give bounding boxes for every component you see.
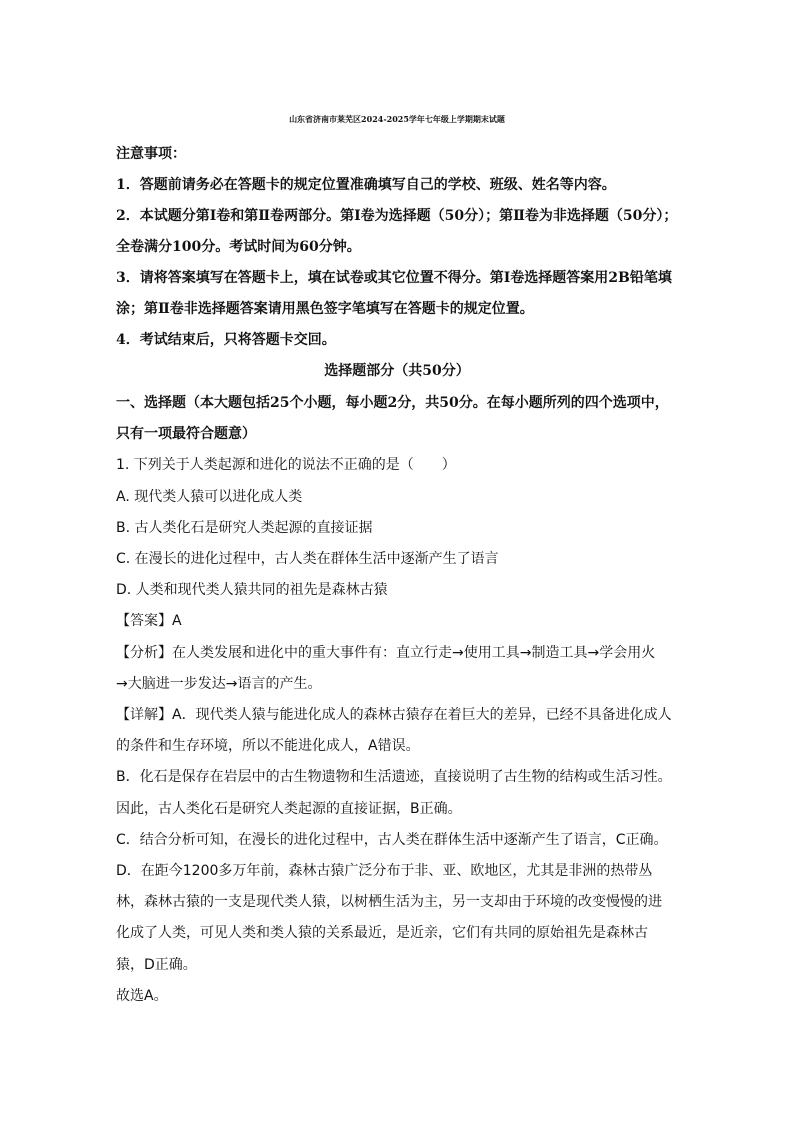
note-3-line-1: 3．请将答案填写在答题卡上，填在试卷或其它位置不得分。第Ⅰ卷选择题答案用2B铅笔填 [116, 270, 672, 286]
detail-line-4: 因此，古人类化石是研究人类起源的直接证据，B正确。 [116, 801, 462, 817]
detail-line-5: C．结合分析可知，在漫长的进化过程中，古人类在群体生活中逐渐产生了语言，C正确。 [116, 832, 668, 848]
note-2-line-2: 全卷满分100分。考试时间为60分钟。 [116, 239, 361, 255]
section-intro-line-2: 只有一项最符合题意） [116, 426, 256, 442]
detail-line-2: 的条件和生存环境，所以不能进化成人，A错误。 [116, 738, 420, 754]
note-4: 4．考试结束后，只将答题卡交回。 [116, 332, 336, 348]
note-3-line-2: 涂；第Ⅱ卷非选择题答案请用黑色签字笔填写在答题卡的规定位置。 [116, 301, 534, 317]
note-2-line-1: 2．本试题分第Ⅰ卷和第Ⅱ卷两部分。第Ⅰ卷为选择题（50分）；第Ⅱ卷为非选择题（50分）； [116, 208, 678, 224]
option-c: C. 在漫长的进化过程中，古人类在群体生活中逐渐产生了语言 [116, 551, 499, 567]
section-intro-line-1: 一、选择题（本大题包括25个小题，每小题2分，共50分。在每小题所列的四个选项中， [116, 395, 669, 411]
answer: 【答案】A [116, 613, 182, 629]
detail-line-3: B．化石是保存在岩层中的古生物遗物和生活遗迹，直接说明了古生物的结构或生活习性。 [116, 769, 672, 785]
page-title: 山东省济南市莱芜区2024-2025学年七年级上学期期末试题 [289, 114, 505, 124]
option-d: D. 人类和现代类人猿共同的祖先是森林古猿 [116, 582, 388, 598]
option-a: A. 现代类人猿可以进化成人类 [116, 489, 303, 505]
section-heading: 选择题部分（共50分） [324, 363, 470, 379]
note-1: 1．答题前请务必在答题卡的规定位置准确填写自己的学校、班级、姓名等内容。 [116, 177, 616, 193]
detail-line-9: 猿，D正确。 [116, 957, 197, 973]
notes-heading: 注意事项： [116, 146, 186, 162]
option-b: B. 古人类化石是研究人类起源的直接证据 [116, 520, 373, 536]
analysis-line-1: 【分析】在人类发展和进化中的重大事件有：直立行走→使用工具→制造工具→学会用火 [116, 645, 656, 661]
analysis-line-2: →大脑进一步发达→语言的产生。 [116, 676, 322, 692]
detail-line-8: 化成了人类，可见人类和类人猿的关系最近，是近亲，它们有共同的原始祖先是森林古 [116, 925, 648, 941]
conclusion: 故选A。 [116, 988, 168, 1004]
question-stem: 1. 下列关于人类起源和进化的说法不正确的是（ ） [116, 457, 456, 473]
detail-line-1: 【详解】A．现代类人猿与能进化成人的森林古猿存在着巨大的差异，已经不具备进化成人 [116, 707, 672, 723]
detail-line-6: D．在距今1200多万年前，森林古猿广泛分布于非、亚、欧地区，尤其是非洲的热带丛 [116, 863, 653, 879]
detail-line-7: 林，森林古猿的一支是现代类人猿，以树栖生活为主，另一支却由于环境的改变慢慢的进 [116, 894, 662, 910]
